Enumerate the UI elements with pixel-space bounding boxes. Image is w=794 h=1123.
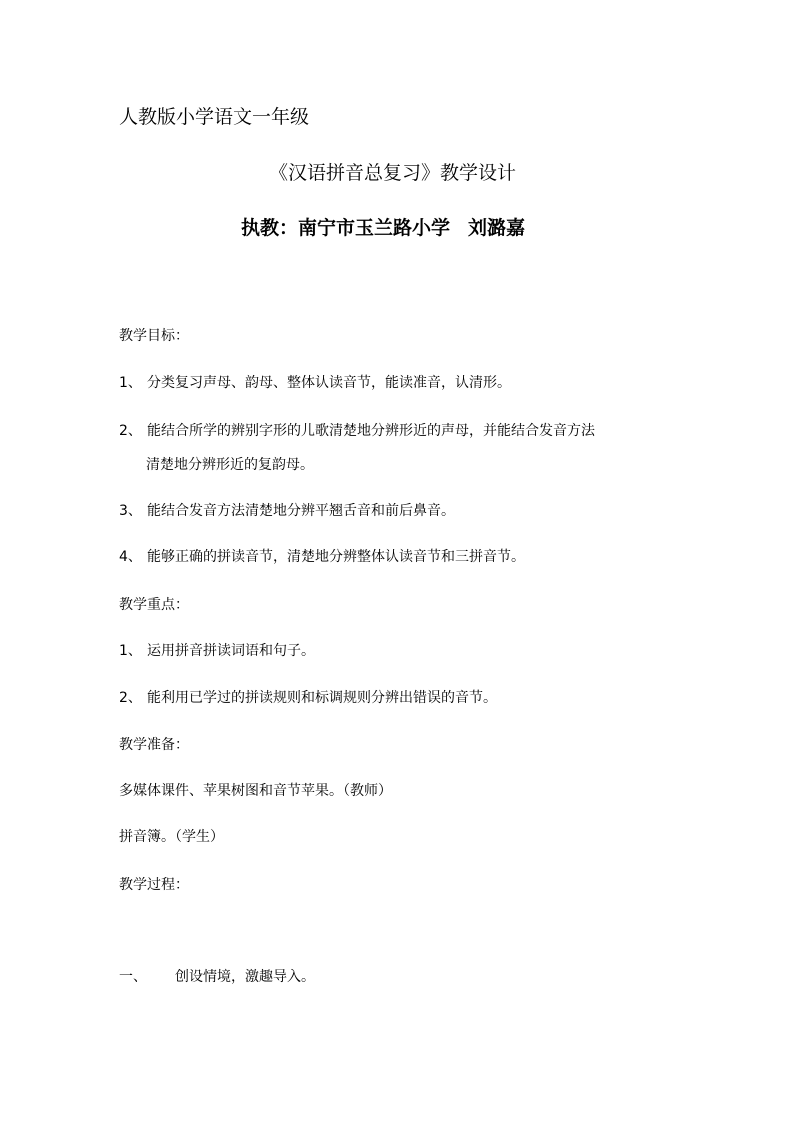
objective-item-4 xyxy=(119,548,525,566)
objective-item-3 xyxy=(119,502,455,520)
preparation-heading: 教学准备： xyxy=(119,737,189,753)
key-points-heading: 教学重点： xyxy=(119,597,189,613)
author-label: 执教：南宁市玉兰路小学 xyxy=(241,217,451,239)
list-text: 能结合所学的辨别字形的儿歌清楚地分辨形近的声母，并能结合发音方法 xyxy=(147,423,595,439)
process-step-1 xyxy=(119,968,315,986)
author-line xyxy=(241,217,525,239)
preparation-student: 拼音簿。（学生） xyxy=(119,829,224,845)
step-number: 一、 xyxy=(119,969,147,985)
list-text: 能够正确的拼读音节，清楚地分辨整体认读音节和三拼音节。 xyxy=(147,549,525,565)
process-heading: 教学过程： xyxy=(119,877,189,893)
objective-item-2 xyxy=(119,422,595,440)
document-header: 人教版小学语文一年级 xyxy=(119,106,310,128)
objectives-heading: 教学目标： xyxy=(119,328,189,344)
document-title: 《汉语拼音总复习》教学设计 xyxy=(269,162,517,184)
list-number: 2、 xyxy=(119,423,142,439)
author-name: 刘潞嘉 xyxy=(468,217,526,239)
step-text: 创设情境，激趣导入。 xyxy=(175,969,315,985)
objective-item-2-continuation: 清楚地分辨形近的复韵母。 xyxy=(146,457,314,473)
list-number: 3、 xyxy=(119,503,142,519)
list-text: 能结合发音方法清楚地分辨平翘舌音和前后鼻音。 xyxy=(147,503,455,519)
list-text: 能利用已学过的拼读规则和标调规则分辨出错误的音节。 xyxy=(147,690,497,706)
list-text: 分类复习声母、韵母、整体认读音节，能读准音，认清形。 xyxy=(147,375,511,391)
preparation-teacher: 多媒体课件、苹果树图和音节苹果。（教师） xyxy=(119,783,392,799)
list-number: 4、 xyxy=(119,549,142,565)
list-number: 2、 xyxy=(119,690,142,706)
objective-item-1 xyxy=(119,374,511,392)
key-point-item-2 xyxy=(119,689,497,707)
list-number: 1、 xyxy=(119,375,142,391)
list-number: 1、 xyxy=(119,643,142,659)
list-text: 运用拼音拼读词语和句子。 xyxy=(147,643,315,659)
key-point-item-1 xyxy=(119,642,315,660)
